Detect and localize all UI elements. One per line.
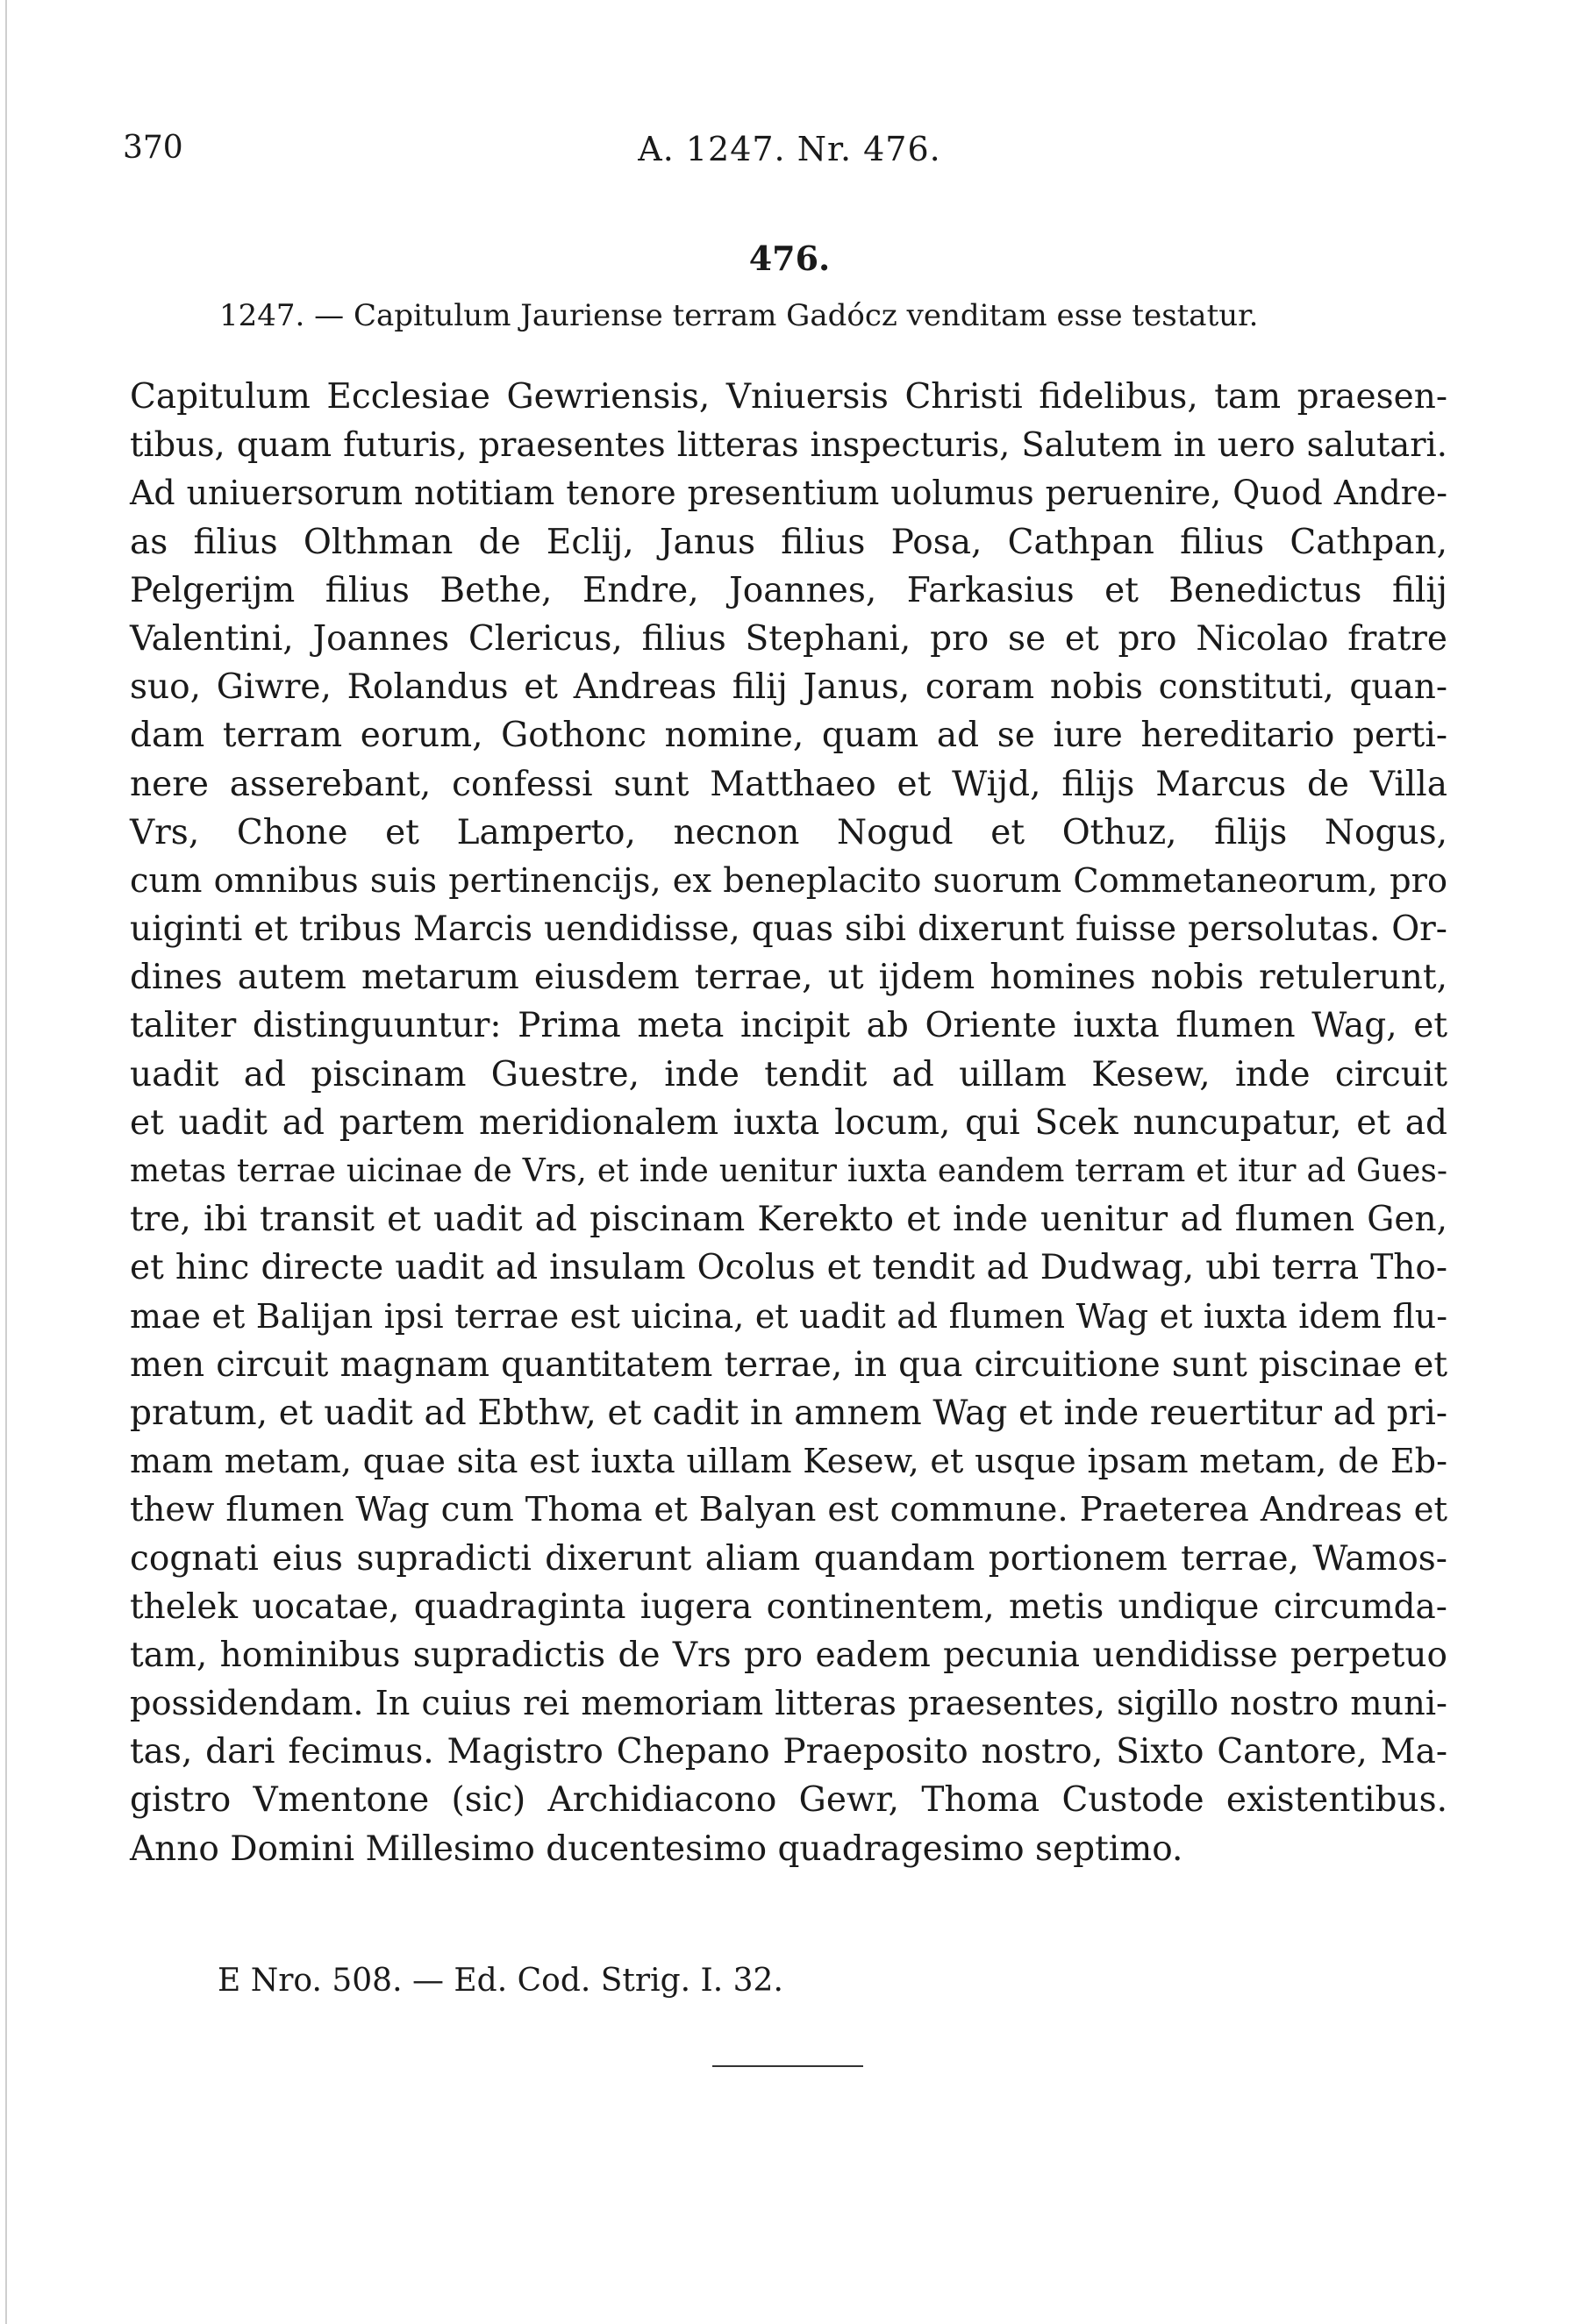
text-line: mam metam, quae sita est iuxta uillam Kesew, et usque ipsam metam, de Eb-: [130, 1442, 1447, 1481]
text-line: Valentini, Joannes Clericus, filius Stephani, pro se et pro Nicolao fratre: [130, 618, 1447, 659]
text-line: uadit ad piscinam Guestre, inde tendit ad uillam Kesew, inde circuit: [130, 1054, 1447, 1094]
charter-text: [130, 373, 1447, 1873]
page-header: [123, 130, 1456, 182]
running-head: A. 1247. Nr. 476.: [638, 130, 941, 168]
text-line: Capitulum Ecclesiae Gewriensis, Vniuersis Christi fidelibus, tam praesen-: [130, 377, 1447, 417]
text-line: Anno Domini Millesimo ducentesimo quadragesimo septimo.: [130, 1829, 1183, 1869]
text-line: cognati eius supradicti dixerunt aliam quandam portionem terrae, Wamos-: [130, 1538, 1447, 1579]
page-number: 370: [123, 130, 183, 166]
text-line: possidendam. In cuius rei memoriam litteras praesentes, sigillo nostro muni-: [130, 1684, 1447, 1724]
text-line: metas terrae uicinae de Vrs, et inde uenitur iuxta eandem terram et itur ad Gues-: [130, 1153, 1447, 1189]
text-line: thew flumen Wag cum Thoma et Balyan est commune. Praeterea Andreas et: [130, 1490, 1447, 1530]
text-line: uiginti et tribus Marcis uendidisse, quas sibi dixerunt fuisse persolutas. Or-: [130, 909, 1447, 950]
text-line: tibus, quam futuris, praesentes litteras inspecturis, Salutem in uero salutari.: [130, 425, 1447, 466]
page-edge-rule: [5, 0, 7, 2324]
document-number: 476.: [748, 239, 831, 278]
document-summary: 1247. — Capitulum Jauriense terram Gadócz venditam esse testatur.: [219, 298, 1259, 333]
text-line: thelek uocatae, quadraginta iugera continentem, metis undique circumda-: [130, 1586, 1447, 1627]
source-reference: E Nro. 508. — Ed. Cod. Strig. I. 32.: [218, 1963, 783, 1999]
text-line: et uadit ad partem meridionalem iuxta locum, qui Scek nuncupatur, et ad: [130, 1102, 1447, 1143]
text-line: cum omnibus suis pertinencijs, ex beneplacito suorum Commetaneorum, pro: [130, 860, 1447, 901]
text-line: taliter distinguuntur: Prima meta incipit ab Oriente iuxta flumen Wag, et: [130, 1006, 1447, 1046]
text-line: tam, hominibus supradictis de Vrs pro eadem pecunia uendidisse perpetuo: [130, 1635, 1447, 1675]
text-line: dam terram eorum, Gothonc nomine, quam ad se iure hereditario perti-: [130, 716, 1447, 756]
text-line: tre, ibi transit et uadit ad piscinam Kerekto et inde uenitur ad flumen Gen,: [130, 1200, 1447, 1240]
text-line: tas, dari fecimus. Magistro Chepano Praeposito nostro, Sixto Cantore, Ma-: [130, 1732, 1447, 1772]
text-line: et hinc directe uadit ad insulam Ocolus et tendit ad Dudwag, ubi terra Tho-: [130, 1248, 1447, 1288]
text-line: dines autem metarum eiusdem terrae, ut ijdem homines nobis retulerunt,: [130, 958, 1447, 998]
text-line: men circuit magnam quantitatem terrae, in qua circuitione sunt piscinae et: [130, 1344, 1447, 1385]
text-line: as filius Olthman de Eclij, Janus filius Posa, Cathpan filius Cathpan,: [130, 522, 1447, 562]
text-line: suo, Giwre, Rolandus et Andreas filij Janus, coram nobis constituti, quan-: [130, 667, 1447, 708]
text-line: mae et Balijan ipsi terrae est uicina, et uadit ad flumen Wag et iuxta idem flu-: [130, 1296, 1447, 1336]
text-line: Vrs, Chone et Lamperto, necnon Nogud et Othuz, filijs Nogus,: [130, 812, 1447, 852]
text-line: gistro Vmentone (sic) Archidiacono Gewr, Thoma Custode existentibus.: [130, 1780, 1447, 1821]
text-line: pratum, et uadit ad Ebthw, et cadit in amnem Wag et inde reuertitur ad pri-: [130, 1393, 1447, 1433]
text-line: nere asserebant, confessi sunt Matthaeo et Wijd, filijs Marcus de Villa: [130, 764, 1447, 804]
text-line: Ad uniuersorum notitiam tenore presentium uolumus peruenire, Quod Andre-: [130, 474, 1447, 513]
text-line: Pelgerijm filius Bethe, Endre, Joannes, Farkasius et Benedictus filij: [130, 570, 1447, 610]
footer-rule: [712, 2065, 863, 2067]
